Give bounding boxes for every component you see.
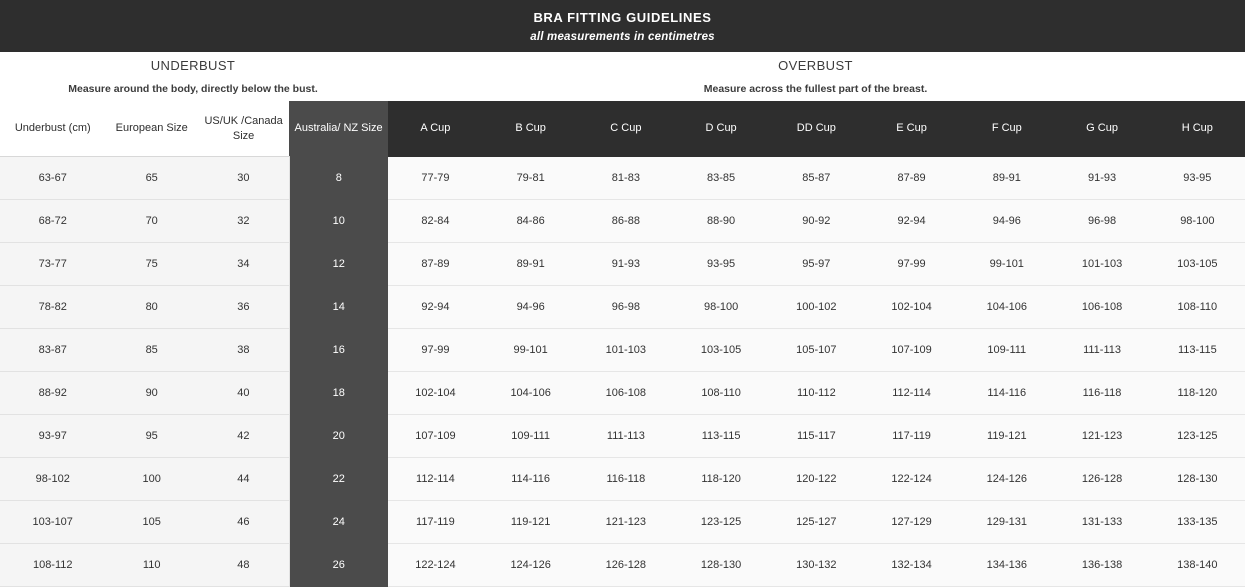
table-cell: 85-87 (769, 157, 864, 200)
table-cell: 120-122 (769, 458, 864, 501)
section-underbust (0, 52, 386, 101)
table-cell: 98-100 (673, 286, 768, 329)
table-cell: 104-106 (959, 286, 1054, 329)
table-cell: 121-123 (1054, 415, 1149, 458)
table-cell: 93-97 (0, 415, 105, 458)
table-cell: 124-126 (959, 458, 1054, 501)
table-cell: 83-87 (0, 329, 105, 372)
column-header-a-cup: A Cup (388, 101, 483, 157)
table-cell: 81-83 (578, 157, 673, 200)
table-cell: 138-140 (1150, 544, 1245, 587)
table-row (0, 200, 1245, 243)
table-cell: 85 (105, 329, 197, 372)
table-cell: 65 (105, 157, 197, 200)
table-cell: 115-117 (769, 415, 864, 458)
table-cell: 14 (289, 286, 387, 329)
table-cell: 95-97 (769, 243, 864, 286)
table-cell: 89-91 (959, 157, 1054, 200)
table-cell: 103-105 (1150, 243, 1245, 286)
table-cell: 30 (198, 157, 289, 200)
table-cell: 105-107 (769, 329, 864, 372)
table-cell: 106-108 (578, 372, 673, 415)
table-cell: 32 (198, 200, 289, 243)
table-cell: 36 (198, 286, 289, 329)
table-cell: 123-125 (1150, 415, 1245, 458)
table-cell: 88-90 (673, 200, 768, 243)
column-header-c-cup: C Cup (578, 101, 673, 157)
table-cell: 102-104 (864, 286, 959, 329)
table-cell: 87-89 (388, 243, 483, 286)
table-cell: 22 (289, 458, 387, 501)
column-header-underbust: Underbust (cm) (0, 101, 105, 157)
section-overbust-note: Measure across the fullest part of the breast. (703, 83, 928, 96)
table-cell: 112-114 (864, 372, 959, 415)
table-cell: 108-110 (1150, 286, 1245, 329)
table-cell: 18 (289, 372, 387, 415)
table-cell: 38 (198, 329, 289, 372)
section-overbust (386, 52, 1245, 101)
table-cell: 112-114 (388, 458, 483, 501)
table-row (0, 458, 1245, 501)
table-cell: 124-126 (483, 544, 578, 587)
table-cell: 10 (289, 200, 387, 243)
table-cell: 114-116 (483, 458, 578, 501)
table-cell: 119-121 (959, 415, 1054, 458)
table-cell: 97-99 (388, 329, 483, 372)
table-cell: 83-85 (673, 157, 768, 200)
table-cell: 121-123 (578, 501, 673, 544)
title-banner (0, 0, 1245, 52)
table-cell: 101-103 (1054, 243, 1149, 286)
table-cell: 92-94 (388, 286, 483, 329)
table-cell: 109-111 (959, 329, 1054, 372)
table-cell: 133-135 (1150, 501, 1245, 544)
table-cell: 16 (289, 329, 387, 372)
section-underbust-title: UNDERBUST (150, 58, 236, 74)
table-cell: 82-84 (388, 200, 483, 243)
table-cell: 12 (289, 243, 387, 286)
table-cell: 134-136 (959, 544, 1054, 587)
table-cell: 90-92 (769, 200, 864, 243)
column-header-d-cup: D Cup (673, 101, 768, 157)
table-cell: 70 (105, 200, 197, 243)
table-cell: 94-96 (959, 200, 1054, 243)
table-row (0, 243, 1245, 286)
table-row (0, 544, 1245, 587)
column-header-e-cup: E Cup (864, 101, 959, 157)
table-row (0, 329, 1245, 372)
table-cell: 46 (198, 501, 289, 544)
table-cell: 107-109 (388, 415, 483, 458)
table-cell: 78-82 (0, 286, 105, 329)
table-cell: 96-98 (1054, 200, 1149, 243)
table-cell: 130-132 (769, 544, 864, 587)
table-cell: 96-98 (578, 286, 673, 329)
table-cell: 113-115 (673, 415, 768, 458)
table-cell: 68-72 (0, 200, 105, 243)
table-cell: 91-93 (1054, 157, 1149, 200)
table-cell: 42 (198, 415, 289, 458)
table-cell: 122-124 (388, 544, 483, 587)
table-cell: 118-120 (1150, 372, 1245, 415)
table-cell: 8 (289, 157, 387, 200)
table-cell: 73-77 (0, 243, 105, 286)
table-row (0, 372, 1245, 415)
page-subtitle: all measurements in centimetres (530, 30, 715, 43)
table-row (0, 157, 1245, 200)
section-headers (0, 52, 1245, 101)
table-cell: 116-118 (1054, 372, 1149, 415)
table-cell: 94-96 (483, 286, 578, 329)
table-cell: 98-102 (0, 458, 105, 501)
table-cell: 20 (289, 415, 387, 458)
table-cell: 105 (105, 501, 197, 544)
table-cell: 117-119 (388, 501, 483, 544)
table-cell: 24 (289, 501, 387, 544)
table-cell: 98-100 (1150, 200, 1245, 243)
table-cell: 119-121 (483, 501, 578, 544)
table-cell: 127-129 (864, 501, 959, 544)
table-cell: 99-101 (483, 329, 578, 372)
table-row (0, 286, 1245, 329)
table-cell: 123-125 (673, 501, 768, 544)
table-body (0, 157, 1245, 587)
table-cell: 34 (198, 243, 289, 286)
table-cell: 118-120 (673, 458, 768, 501)
table-cell: 63-67 (0, 157, 105, 200)
table-cell: 128-130 (673, 544, 768, 587)
table-cell: 102-104 (388, 372, 483, 415)
table-cell: 107-109 (864, 329, 959, 372)
table-cell: 100 (105, 458, 197, 501)
table-cell: 103-107 (0, 501, 105, 544)
table-cell: 101-103 (578, 329, 673, 372)
table-cell: 79-81 (483, 157, 578, 200)
section-overbust-title: OVERBUST (778, 58, 853, 74)
table-cell: 129-131 (959, 501, 1054, 544)
table-cell: 116-118 (578, 458, 673, 501)
table-cell: 117-119 (864, 415, 959, 458)
column-header-h-cup: H Cup (1150, 101, 1245, 157)
table-cell: 110-112 (769, 372, 864, 415)
table-cell: 106-108 (1054, 286, 1149, 329)
column-header-european: European Size (105, 101, 197, 157)
table-cell: 88-92 (0, 372, 105, 415)
table-cell: 77-79 (388, 157, 483, 200)
table-cell: 104-106 (483, 372, 578, 415)
table-cell: 125-127 (769, 501, 864, 544)
table-cell: 111-113 (578, 415, 673, 458)
table-cell: 87-89 (864, 157, 959, 200)
table-cell: 122-124 (864, 458, 959, 501)
table-cell: 108-112 (0, 544, 105, 587)
table-cell: 84-86 (483, 200, 578, 243)
table-cell: 93-95 (673, 243, 768, 286)
table-cell: 128-130 (1150, 458, 1245, 501)
table-cell: 86-88 (578, 200, 673, 243)
page-title: BRA FITTING GUIDELINES (533, 9, 712, 25)
table-cell: 95 (105, 415, 197, 458)
column-header-g-cup: G Cup (1054, 101, 1149, 157)
column-header-b-cup: B Cup (483, 101, 578, 157)
table-cell: 103-105 (673, 329, 768, 372)
size-table (0, 101, 1245, 587)
table-cell: 126-128 (1054, 458, 1149, 501)
table-cell: 136-138 (1054, 544, 1149, 587)
table-cell: 97-99 (864, 243, 959, 286)
table-cell: 93-95 (1150, 157, 1245, 200)
table-cell: 75 (105, 243, 197, 286)
table-cell: 131-133 (1054, 501, 1149, 544)
table-cell: 40 (198, 372, 289, 415)
table-cell: 89-91 (483, 243, 578, 286)
table-cell: 44 (198, 458, 289, 501)
table-cell: 109-111 (483, 415, 578, 458)
table-header-row (0, 101, 1245, 157)
table-cell: 92-94 (864, 200, 959, 243)
table-row (0, 501, 1245, 544)
table-cell: 80 (105, 286, 197, 329)
column-header-us-uk-canada: US/UK /Canada Size (198, 101, 289, 157)
table-row (0, 415, 1245, 458)
table-cell: 111-113 (1054, 329, 1149, 372)
section-underbust-note: Measure around the body, directly below the bust. (68, 83, 318, 96)
table-cell: 110 (105, 544, 197, 587)
table-cell: 99-101 (959, 243, 1054, 286)
table-cell: 26 (289, 544, 387, 587)
table-cell: 91-93 (578, 243, 673, 286)
table-cell: 90 (105, 372, 197, 415)
column-header-dd-cup: DD Cup (769, 101, 864, 157)
column-header-australia-nz: Australia/ NZ Size (289, 101, 387, 157)
table-cell: 113-115 (1150, 329, 1245, 372)
column-header-f-cup: F Cup (959, 101, 1054, 157)
table-cell: 48 (198, 544, 289, 587)
table-cell: 100-102 (769, 286, 864, 329)
table-cell: 126-128 (578, 544, 673, 587)
table-cell: 132-134 (864, 544, 959, 587)
table-cell: 108-110 (673, 372, 768, 415)
table-cell: 114-116 (959, 372, 1054, 415)
